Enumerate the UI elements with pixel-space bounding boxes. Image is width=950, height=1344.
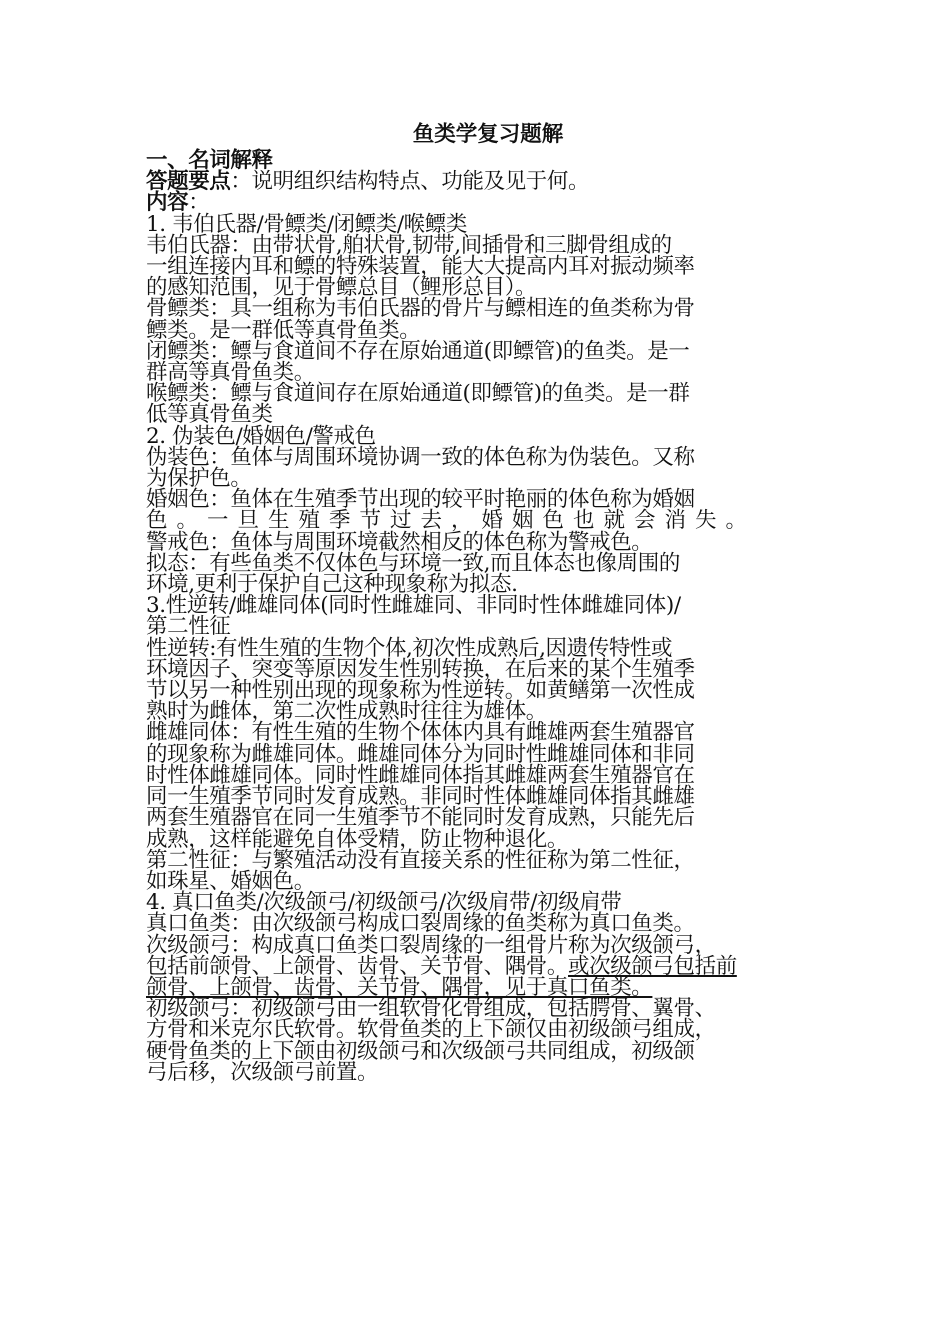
document-title: 鱼类学复习题解: [412, 122, 564, 147]
text-line: 节以另一种性别出现的现象称为性逆转。如黄鳝第一次性成: [146, 678, 695, 704]
text-line: 2. 伪装色/婚姻色/警戒色: [146, 423, 376, 449]
text-line: 环境因子、突变等原因发生性别转换，在后来的某个生殖季: [146, 656, 695, 682]
text-line: 闭鳔类：鳔与食道间不存在原始通道(即鳔管)的鱼类。是一: [146, 338, 690, 364]
key-points-text: ：说明组织结构特点、功能及见于何。: [230, 169, 590, 195]
content-colon: ：: [188, 190, 210, 216]
text-line: 1. 韦伯氏器/骨鳔类/闭鳔类/喉鳔类: [146, 211, 467, 237]
text-line: 为保护色。: [146, 466, 252, 492]
text-line: 骨鳔类：具一组称为韦伯氏器的骨片与鳔相连的鱼类称为骨: [146, 296, 695, 322]
section-heading: 一、名词解释: [146, 148, 273, 173]
content-label: 内容: [146, 190, 189, 216]
text-line: 第二性征：与繁殖活动没有直接关系的性征称为第二性征，: [146, 847, 695, 873]
text-underlined: 或次级颌弓包括前: [568, 953, 737, 979]
text-line: 警戒色：鱼体与周围环境截然相反的体色称为警戒色。: [146, 529, 653, 555]
content-label-line: [146, 190, 810, 216]
text-line: 成熟，这样能避免自体受精，防止物种退化。: [146, 826, 569, 852]
text-line: 伪装色：鱼体与周围环境协调一致的体色称为伪装色。又称: [146, 444, 695, 470]
text-line: 时性体雌雄同体。同时性雌雄同体指其雌雄两套生殖器官在: [146, 762, 695, 788]
document-page: [146, 120, 810, 1083]
text-line: 如珠星、婚姻色。: [146, 868, 315, 894]
text-line: 喉鳔类：鳔与食道间存在原始通道(即鳔管)的鱼类。是一群: [146, 381, 690, 407]
mixed-underline-line: [146, 953, 810, 979]
text-line: 环境,更利于保护自己这种现象称为拟态.: [146, 572, 518, 598]
text-line: 初级颌弓：初级颌弓由一组软骨化骨组成，包括腭骨、翼骨、: [146, 996, 716, 1022]
text-plain: 包括前颌骨、上颌骨、齿骨、关节骨、隅骨。: [146, 953, 569, 979]
text-line: 的感知范围，见于骨鳔总目（鲤形总目）。: [146, 275, 537, 301]
text-line: 韦伯氏器：由带状骨,舶状骨,韧带,间插骨和三脚骨组成的: [146, 232, 672, 258]
key-points-label: 答题要点: [146, 169, 231, 195]
text-line: 4. 真口鱼类/次级颌弓/初级颌弓/次级肩带/初级肩带: [146, 890, 622, 916]
text-line: 熟时为雌体，第二次性成熟时往往为雄体。: [146, 699, 547, 725]
key-points-line: [146, 169, 810, 195]
text-line: 真口鱼类：由次级颌弓构成口裂周缘的鱼类称为真口鱼类。: [146, 911, 695, 937]
text-line: 性逆转:有性生殖的生物个体,初次性成熟后,因遗传特性或: [146, 635, 673, 661]
text-line: 3.性逆转/雌雄同体(同时性雌雄同、非同时性体雌雄同体)/: [146, 593, 681, 619]
text-line: 第二性征: [146, 614, 231, 640]
text-line: 雌雄同体：有性生殖的生物个体体内具有雌雄两套生殖器官: [146, 720, 695, 746]
text-line: 硬骨鱼类的上下颌由初级颌弓和次级颌弓共同组成，初级颌: [146, 1038, 695, 1064]
text-line: 群高等真骨鱼类。: [146, 360, 315, 386]
text-line: 弓后移，次级颌弓前置。: [146, 1059, 379, 1085]
text-line: 低等真骨鱼类: [146, 402, 273, 428]
text-line: 色。一旦生殖季节过去，婚姻色也就会消失。: [146, 508, 757, 534]
text-line: 两套生殖器官在同一生殖季节不能同时发育成熟，只能先后: [146, 805, 695, 831]
text-line: 一组连接内耳和鳔的特殊装置，能大大提高内耳对振动频率: [146, 254, 695, 280]
text-line: 婚姻色：鱼体在生殖季节出现的较平时艳丽的体色称为婚姻: [146, 487, 695, 513]
text-line: 方骨和米克尔氏软骨。软骨鱼类的上下颌仅由初级颌弓组成，: [146, 1017, 716, 1043]
text-line: 同一生殖季节同时发育成熟。非同时性体雌雄同体指其雌雄: [146, 784, 695, 810]
text-line: 拟态：有些鱼类不仅体色与环境一致,而且体态也像周围的: [146, 550, 680, 576]
text-line: 鳔类。是一群低等真骨鱼类。: [146, 317, 421, 343]
text-line: 的现象称为雌雄同体。雌雄同体分为同时性雌雄同体和非同: [146, 741, 695, 767]
underlined-line: 颌骨、上颌骨、齿骨、关节骨、隅骨，见于真口鱼类。: [146, 974, 653, 1000]
text-line: 次级颌弓：构成真口鱼类口裂周缘的一组骨片称为次级颌弓，: [146, 932, 716, 958]
